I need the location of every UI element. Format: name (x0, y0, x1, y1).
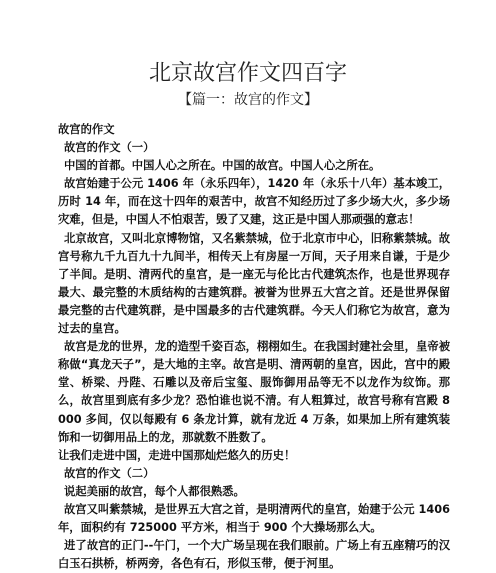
paragraph-section-heading: 故宫的作文（二） (64, 466, 155, 480)
article-body (58, 121, 450, 573)
paragraph: 中国的首都。中国人心之所在。中国的故宫。中国人心之所在。 (64, 159, 381, 173)
paragraph: 说起美丽的故宫，每个人都很熟悉。 (64, 484, 245, 498)
paragraph: 故宫始建于公元 1406 年（永乐四年），1420 年（永乐十八年）基本竣工，历时 14 年，而在这十四年的艰苦中，故宫不知经历过了多少场大火，多少场灾难，但是，中国人不怕艰苦，毁了又建，这正是中国人那顽强的意志！ (58, 177, 450, 227)
paragraph-heading: 故宫的作文 (58, 123, 115, 136)
paragraph: 进了故宫的正门--午门，一个大广场呈现在我们眼前。广场上有五座精巧的汉白玉石拱桥，桥两旁，各色有石，形似玉带，便于河里。 (58, 539, 450, 571)
section-subtitle: 【篇一：故宫的作文】 (178, 92, 318, 108)
paragraph: 北京故宫，又叫北京博物馆，又名紫禁城，位于北京市中心，旧称紫禁城。故宫号称九千九百九十九间半，相传天上有房屋一万间，天子用来自谦，于是少了半间。是明、清两代的皇宫，是一座无与伦比古代建筑杰作，也是世界现存最大、最完整的木质结构的古建筑群。被誉为世界五大宫之首。还是世界保留最完整的古代建筑群，是中国最多的古代建筑群。今天人们称它为故宫，意为过去的皇宫。 (58, 231, 450, 336)
paragraph: 故宫又叫紫禁城，是世界五大宫之首，是明清两代的皇宫，始建于公元 1406 年，面积约有 725000 平方米，相当于 900 个大操场那么大。 (58, 502, 450, 535)
page-title: 北京故宫作文四百字 (148, 61, 347, 86)
paragraph: 让我们走进中国，走进中国那灿烂悠久的历史！ (58, 448, 296, 462)
paragraph-section-heading: 故宫的作文（一） (64, 141, 155, 155)
paragraph: 故宫是龙的世界，龙的造型千姿百态，栩栩如生。在我国封建社会里，皇帝被称做“真龙天子”，是大地的主宰。故宫是明、清两朝的皇宫，因此，宫中的殿堂、桥梁、丹陛、石雕以及帝后宝玺、服饰御用品等无不以龙作为纹饰。那么，故宫里到底有多少龙？恐怕谁也说不清。有人粗算过，故宫号称有宫殿 8000 多间，仅以每殿有 6 条龙计算，就有龙近 4 万条，如果加上所有建筑装饰和一切御用品上的龙，那就数不胜数了。 (58, 340, 450, 444)
